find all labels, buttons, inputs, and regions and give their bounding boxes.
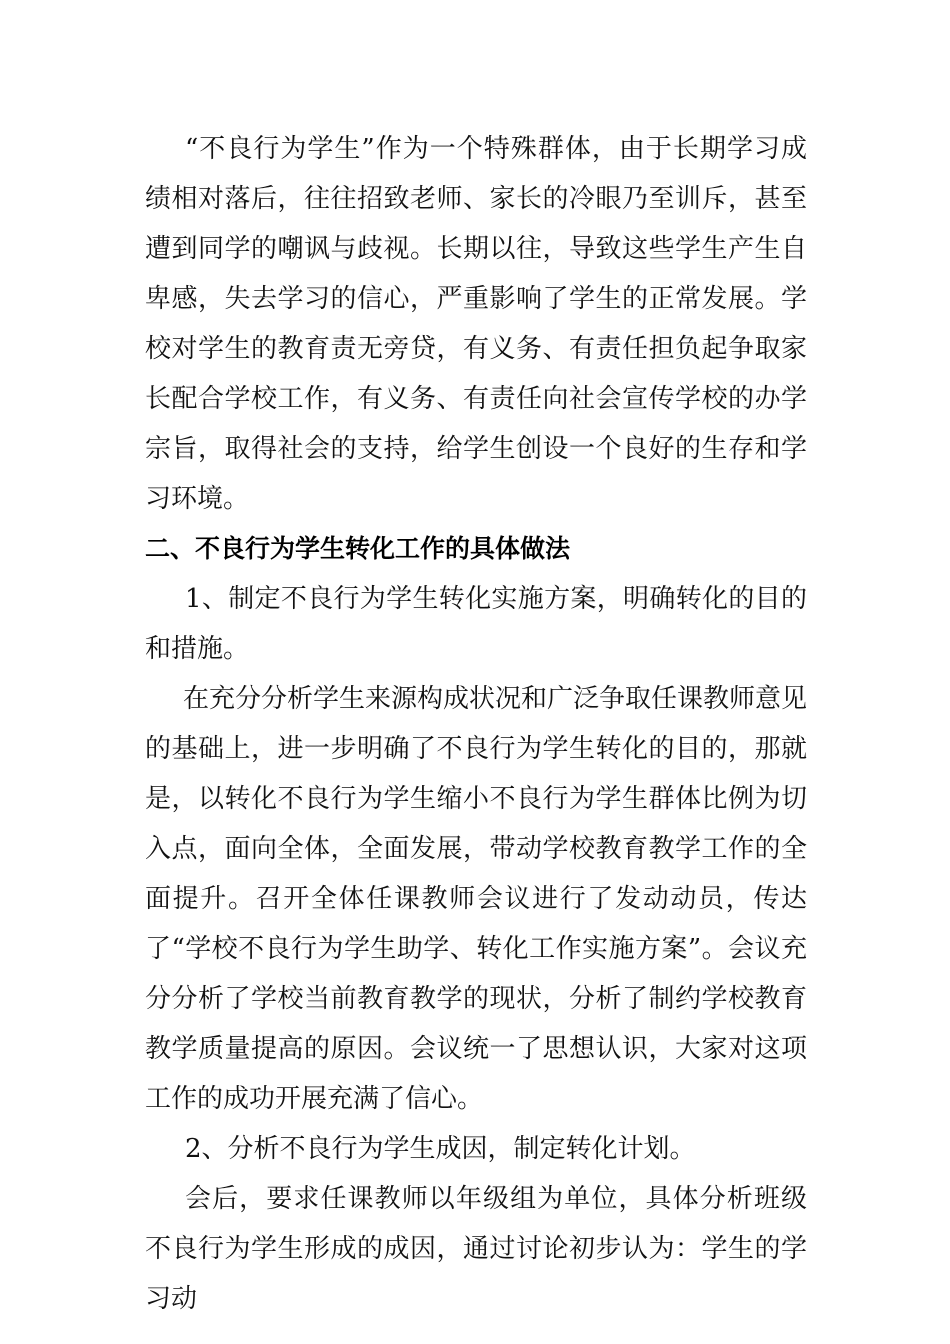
paragraph-item-2: 2、分析不良行为学生成因，制定转化计划。 xyxy=(185,1134,696,1164)
paragraph-item-1-detail: 在充分分析学生来源构成状况和广泛争取任课教师意见的基础上，进一步明确了不良行为学生转化的目的，那就是，以转化不良行为学生缩小不良行为学生群体比例为切入点，面向全体，全面发展，带动学校教育教学工作的全面提升。召开全体任课教师会议进行了发动动员，传达了“学校不良行为学生助学、转化工作实施方案”。会议充分分析了学校当前教育教学的现状，分析了制约学校教育教学质量提高的原因。会议统一了思想认识，大家对这项工作的成功开展充满了信心。 xyxy=(145,684,808,1114)
paragraph-item-2-detail: 会后，要求任课教师以年级组为单位，具体分析班级不良行为学生形成的成因，通过讨论初步认为：学生的学习动 xyxy=(145,1184,807,1314)
document-body xyxy=(145,124,807,1324)
section-heading: 二、不良行为学生转化工作的具体做法 xyxy=(145,534,571,563)
paragraph-intro: “不良行为学生”作为一个特殊群体，由于长期学习成绩相对落后，往往招致老师、家长的冷眼乃至训斥，甚至遭到同学的嘲讽与歧视。长期以往，导致这些学生产生自卑感，失去学习的信心，严重影响了学生的正常发展。学校对学生的教育责无旁贷，有义务、有责任担负起争取家长配合学校工作，有义务、有责任向社会宣传学校的办学宗旨，取得社会的支持，给学生创设一个良好的生存和学习环境。 xyxy=(145,134,807,514)
paragraph-item-1: 1、制定不良行为学生转化实施方案，明确转化的目的和措施。 xyxy=(145,584,807,664)
